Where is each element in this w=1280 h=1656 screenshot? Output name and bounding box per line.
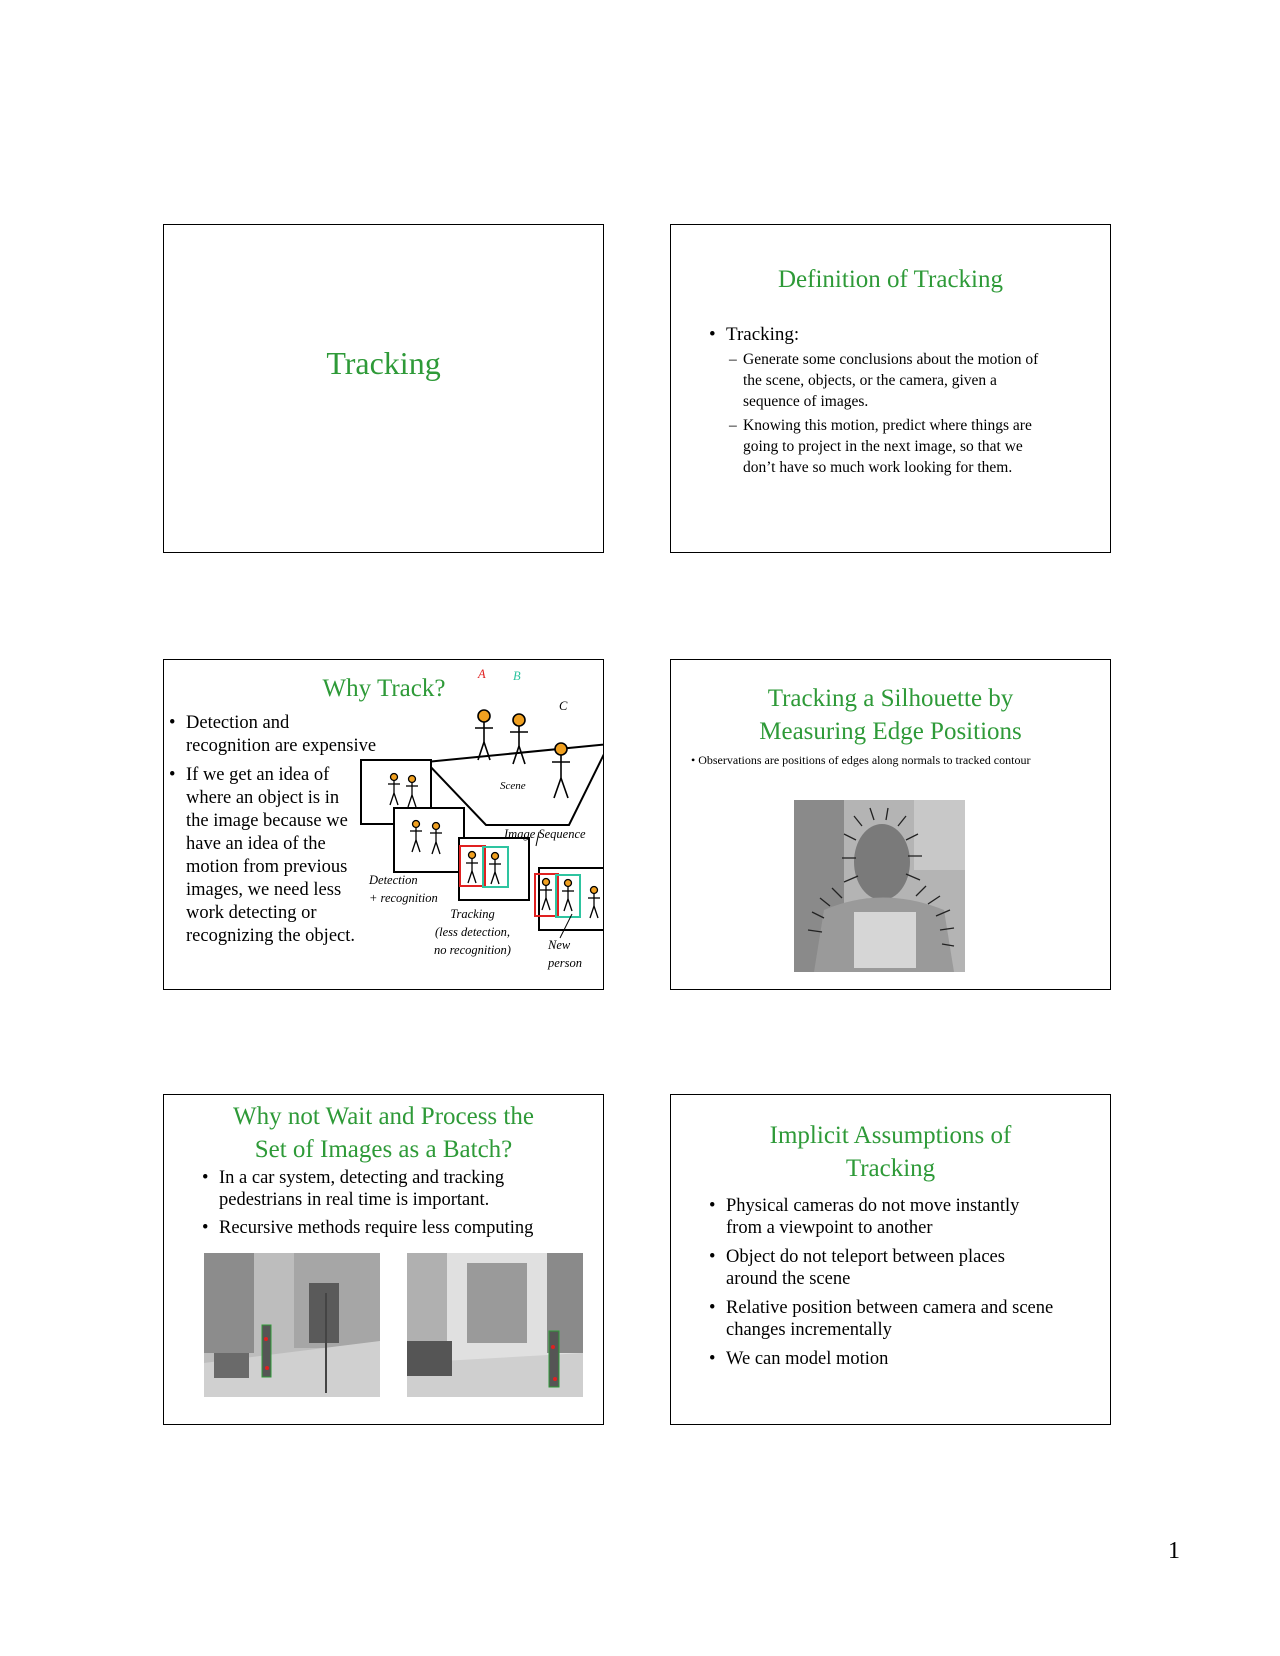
label-a: A bbox=[478, 667, 486, 681]
label-scene: Scene bbox=[500, 780, 526, 792]
slide-6 bbox=[670, 1094, 1111, 1425]
street-photo-2 bbox=[407, 1253, 583, 1397]
slide-2-sub-1: – Generate some conclusions about the motion of the scene, objects, or the camera, given a sequence of images. bbox=[729, 351, 1039, 410]
scene-person-c bbox=[552, 743, 570, 798]
page-number: 1 bbox=[1168, 1538, 1180, 1564]
slide-6-bullet-4: • We can model motion bbox=[709, 1349, 889, 1369]
label-detection: Detection + recognition bbox=[369, 873, 438, 905]
slide-3-bullet-2: • If we get an idea of where an object is in the image because we have an idea of the motion from previous images, we need less work detecting or recognizing the object. bbox=[169, 765, 356, 946]
label-image-sequence: Image Sequence bbox=[504, 827, 586, 841]
silhouette-photo bbox=[794, 800, 965, 972]
scene-person-b bbox=[510, 714, 528, 764]
label-b: B bbox=[513, 669, 521, 683]
street-photo-1 bbox=[204, 1253, 380, 1397]
slide-1-title: Tracking bbox=[326, 345, 441, 381]
slide-2-sub-2: – Knowing this motion, predict where things are going to project in the next image, so that we don’t have so much work looking for them. bbox=[729, 417, 1032, 476]
slide-4-bullet: • Observations are positions of edges along normals to tracked contour bbox=[691, 753, 1031, 767]
slide-3-bullet-1: • Detection and recognition are expensive bbox=[169, 713, 377, 756]
slide-3-title: Why Track? bbox=[322, 675, 446, 702]
label-new-person: New person bbox=[548, 938, 583, 970]
slide-6-bullet-1: • Physical cameras do not move instantly from a viewpoint to another bbox=[709, 1196, 1020, 1238]
label-c: C bbox=[559, 699, 568, 713]
label-tracking: Tracking (less detection, no recognition) bbox=[434, 907, 511, 957]
slide-3 bbox=[163, 659, 604, 990]
slide-5-bullet-1: • In a car system, detecting and tracking pedestrians in real time is important. bbox=[202, 1168, 505, 1210]
slide-4-title: Tracking a Silhouette by Measuring Edge Positions bbox=[759, 685, 1022, 745]
slide-1 bbox=[163, 224, 604, 553]
frame-3 bbox=[459, 838, 529, 900]
slide-2-bullet: • Tracking: bbox=[709, 324, 800, 345]
slide-6-bullet-2: • Object do not teleport between places around the scene bbox=[709, 1247, 1005, 1289]
slide-4 bbox=[670, 659, 1111, 990]
slide-2-title: Definition of Tracking bbox=[778, 266, 1003, 293]
scene-person-a bbox=[475, 710, 493, 760]
slide-5-title: Why not Wait and Process the Set of Images as a Batch? bbox=[233, 1103, 534, 1163]
slide-6-title: Implicit Assumptions of Tracking bbox=[769, 1122, 1012, 1182]
slide-2 bbox=[670, 224, 1111, 553]
slide-5-bullet-2: • Recursive methods require less computing bbox=[202, 1218, 534, 1238]
slide-6-bullet-3: • Relative position between camera and scene changes incrementally bbox=[709, 1298, 1054, 1340]
frame-2 bbox=[394, 808, 464, 872]
slide-5 bbox=[163, 1094, 604, 1425]
frame-4 bbox=[535, 868, 604, 930]
